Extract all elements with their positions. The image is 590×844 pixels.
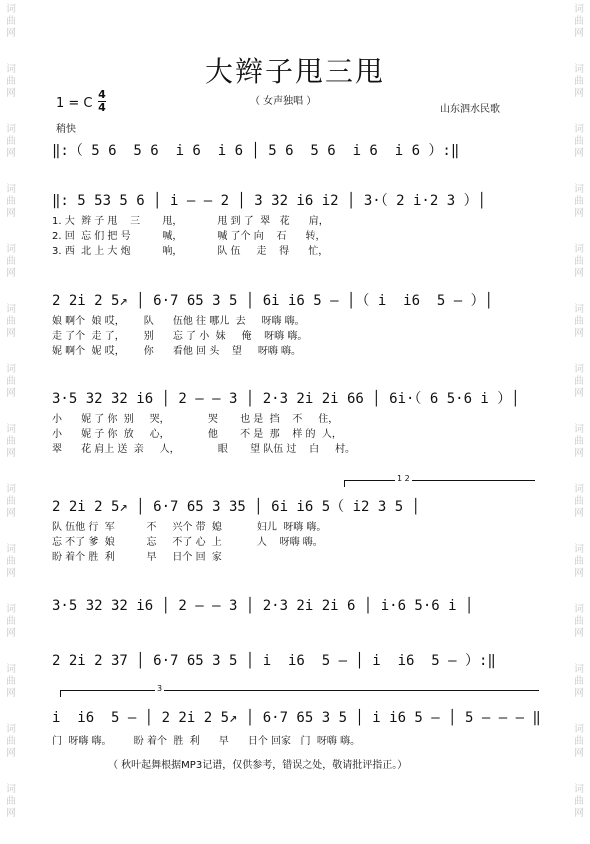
notation-line: 2 2i 2 5↗ │ 6·7 65 3 35 │ 6i i6 5（ i2 3 5 │	[52, 499, 421, 515]
tempo-marking: 稍快	[56, 124, 76, 135]
watermark-right: 词 曲 网 词 曲 网 词 曲 网 词 曲 网 词 曲 网 词 曲 网 词 曲 网 词 曲 网 词 曲 网 词 曲 网 词 曲 网 词 曲 网 词 曲 网 词 曲 网	[574, 4, 584, 819]
volta-bracket-first: 1 2	[344, 480, 535, 487]
score-row-1	[52, 140, 542, 160]
lyric-verse-3: 翠 花 肩上 送 亲 人， 眼 望 队伍 过 白 村。	[52, 444, 356, 455]
notation-line: ‖:（ 5 6 5 6 i 6 i 6 │ 5 6 5 6 i 6 i 6 ）:‖	[52, 143, 460, 159]
lyric-verse-1: 小 妮 了 你 别 哭， 哭 也 是 挡 不 住，	[52, 414, 339, 425]
score-row-6	[52, 598, 542, 618]
lyric-verse-1: 娘 啊个 娘 哎， 队 伍他 往 哪儿 去 呀嗨 嗨。	[52, 316, 305, 327]
lyric-verse-1: 门 呀嗨 嗨。 盼 着个 胜 利 早 日个 回家 门 呀嗨 嗨。	[52, 736, 361, 747]
time-signature-bottom: 4	[98, 101, 106, 114]
score-row-2	[52, 190, 542, 257]
time-signature-top: 4	[98, 88, 106, 101]
lyric-verse-1: 队 伍他 行 军 不 兴个 带 媳 妇儿 呀嗨 嗨。	[52, 522, 327, 533]
lyric-verse-1: 1. 大 辫 子 甩 三 甩， 甩 到 了 翠 花 肩，	[52, 216, 329, 227]
score-row-3	[52, 290, 542, 357]
lyric-verse-2: 小 妮 子 你 放 心， 他 不 是 那 样 的 人，	[52, 429, 342, 440]
footnote: （ 秋叶起舞根据MP3记谱，仅供参考，错误之处，敬请批评指正。）	[108, 760, 408, 771]
notation-line: ‖: 5 53 5 6 │ i — — 2 │ 3 32 i6 i2 │ 3·（ 2 i·2 3 ）│	[52, 193, 487, 209]
notation-line: 2 2i 2 37 │ 6·7 65 3 5 │ i i6 5 — │ i i6 5 — ）:‖	[52, 653, 496, 669]
lyric-verse-3: 盼 着个 胜 利 早 日个 回 家	[52, 552, 222, 563]
lyric-verse-2: 走 了个 走 了， 别 忘 了 小 妹 俺 呀嗨 嗨。	[52, 331, 308, 342]
song-title: 大辫子甩三甩	[204, 55, 385, 88]
score-row-5	[52, 496, 542, 563]
score-row-8	[52, 710, 542, 747]
song-subtitle: （ 女声独唱 ）	[250, 96, 317, 107]
time-signature	[98, 89, 106, 114]
song-origin: 山东泗水民歌	[440, 104, 500, 115]
notation-line: 3·5 32 32 i6 │ 2 — — 3 │ 2·3 2i 2i 66 │ 6i·（ 6 5·6 i ）│	[52, 391, 520, 407]
lyric-verse-3: 妮 啊个 妮 哎， 你 看他 回 头 望 呀嗨 嗨。	[52, 346, 302, 357]
notation-line: 3·5 32 32 i6 │ 2 — — 3 │ 2·3 2i 2i 6 │ i·6 5·6 i │	[52, 598, 474, 614]
score-row-7	[52, 650, 542, 670]
lyric-verse-3: 3. 西 北 上 大 炮 响， 队 伍 走 得 忙，	[52, 246, 329, 257]
volta-bracket-second: 3	[60, 690, 539, 697]
score-row-4	[52, 388, 542, 455]
key-signature: 1 = C	[56, 96, 93, 111]
notation-line: 2 2i 2 5↗ │ 6·7 65 3 5 │ 6i i6 5 — │（ i i6 5 — ）│	[52, 293, 494, 309]
lyric-verse-2: 忘 不了 爹 娘 忘 不了 心 上 人 呀嗨 嗨。	[52, 537, 323, 548]
watermark-left: 词 曲 网 词 曲 网 词 曲 网 词 曲 网 词 曲 网 词 曲 网 词 曲 网 词 曲 网 词 曲 网 词 曲 网 词 曲 网 词 曲 网 词 曲 网 词 曲 网	[6, 4, 16, 819]
lyric-verse-2: 2. 回 忘 们 把 号 喊， 喊 了个 向 石 转，	[52, 231, 326, 242]
notation-line: i i6 5 — │ 2 2i 2 5↗ │ 6·7 65 3 5 │ i i6 5 — │ 5 — — — ‖	[52, 710, 541, 726]
